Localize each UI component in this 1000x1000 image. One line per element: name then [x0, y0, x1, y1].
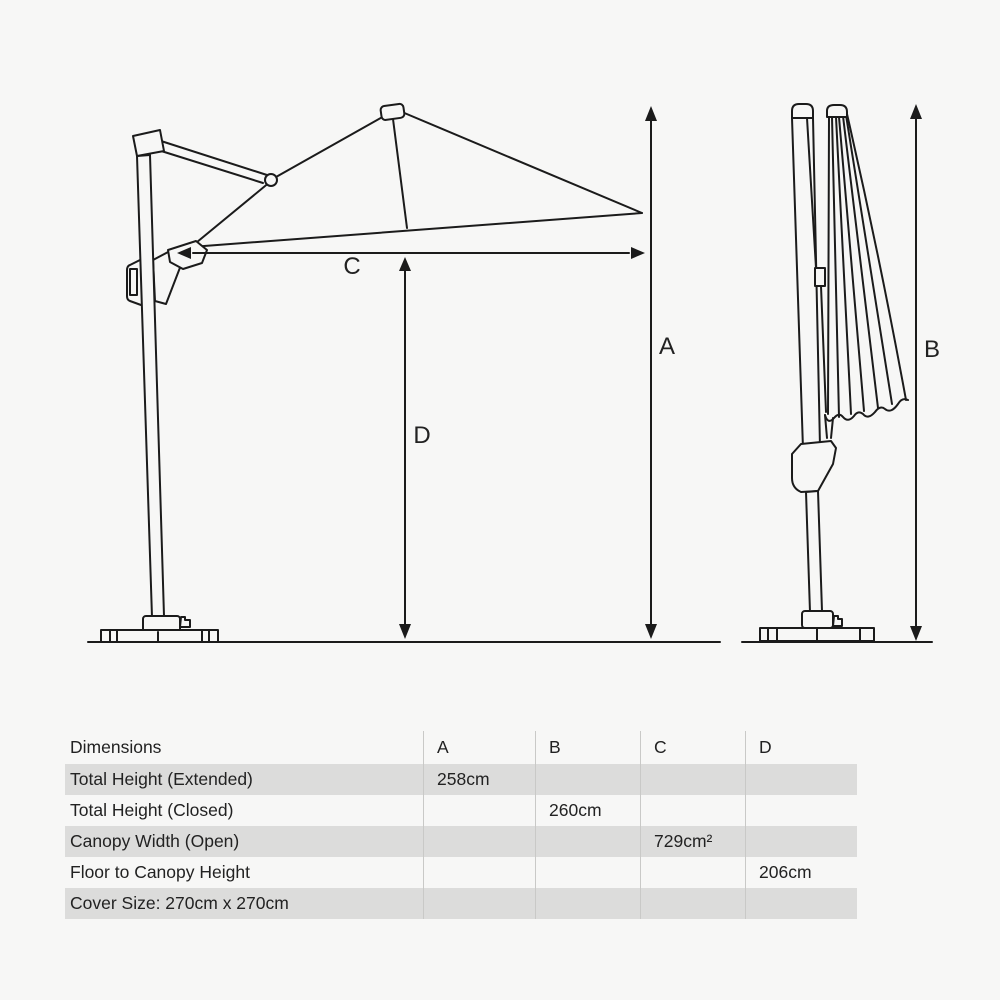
row-value-c: 729cm² [640, 826, 745, 857]
row-value-d: 206cm [745, 857, 857, 888]
table-header-dimensions: Dimensions [70, 737, 162, 757]
base-housing [802, 611, 833, 628]
table-header-col-a: A [423, 731, 535, 764]
dimension-arrow-a [645, 106, 675, 639]
crank-handle [127, 260, 141, 305]
canopy-right-fold-edge [847, 114, 906, 400]
dimensions-table [65, 731, 857, 919]
row-value-a [423, 888, 535, 919]
arrowhead-up [645, 106, 657, 121]
canopy-bottom-edge [191, 213, 642, 247]
dimension-label-d: D [413, 422, 431, 449]
table-row [65, 888, 857, 919]
row-value-c [640, 888, 745, 919]
dimension-label-b: B [923, 336, 941, 363]
open-parasol-view [101, 103, 642, 642]
arrowhead-down [910, 626, 922, 641]
canopy-folded-cap [827, 105, 847, 117]
canopy-open [191, 103, 642, 247]
row-value-b [535, 888, 640, 919]
row-value-d [745, 764, 857, 795]
table-header-row [65, 731, 857, 764]
arm-joint [265, 174, 277, 186]
junction-housing [792, 441, 836, 492]
row-value-b: 260cm [535, 795, 640, 826]
row-value-a [423, 826, 535, 857]
row-value-b [535, 764, 640, 795]
canopy-folded [825, 105, 908, 438]
row-value-d [745, 795, 857, 826]
row-value-b [535, 826, 640, 857]
row-value-d [745, 826, 857, 857]
arm-upper-line [161, 141, 267, 175]
runner-slider [815, 268, 825, 286]
cantilever-arm [158, 141, 277, 186]
row-value-a [423, 795, 535, 826]
arrowhead-up [399, 257, 411, 271]
dimension-label-c: C [343, 253, 361, 280]
table-row [65, 826, 857, 857]
base-closed-view [760, 611, 874, 641]
dimension-arrow-d [399, 257, 431, 639]
arm-lower-line [158, 150, 263, 183]
dimension-arrow-b [910, 104, 940, 641]
row-value-a [423, 857, 535, 888]
canopy-right-edge [402, 112, 642, 213]
canopy-fold-line [828, 117, 829, 414]
row-value-c [640, 857, 745, 888]
arrowhead-right [631, 247, 645, 259]
row-value-b [535, 857, 640, 888]
row-label: Total Height (Closed) [70, 800, 234, 820]
table-row [65, 764, 857, 795]
canopy-center-rib [393, 119, 407, 228]
row-value-d [745, 888, 857, 919]
canopy-upper-left-edge [191, 115, 386, 247]
mast-top-cap [133, 130, 164, 156]
canopy-wavy-hem [825, 399, 908, 421]
table-header-col-d: D [745, 731, 857, 764]
base-pedal [833, 616, 842, 626]
row-value-c [640, 795, 745, 826]
row-value-c [640, 764, 745, 795]
canopy-fold-line [846, 115, 892, 404]
row-label: Canopy Width (Open) [70, 831, 240, 851]
canopy-apex-cap [380, 103, 405, 120]
closed-parasol-view [760, 104, 908, 641]
arrowhead-down [399, 624, 411, 639]
base-pedal [180, 617, 190, 627]
table-row [65, 857, 857, 888]
row-label: Total Height (Extended) [70, 769, 253, 789]
lower-mast [806, 491, 822, 612]
dimension-arrow-c [177, 247, 645, 280]
row-value-a: 258cm [423, 764, 535, 795]
table-header-col-b: B [535, 731, 640, 764]
mast [137, 155, 164, 617]
table-row [65, 795, 857, 826]
dimension-label-a: A [658, 333, 676, 360]
row-label: Cover Size: 270cm x 270cm [70, 893, 289, 913]
arrowhead-up [910, 104, 922, 119]
arrowhead-down [645, 624, 657, 639]
base-open-view [101, 616, 218, 642]
base-plate [101, 630, 218, 642]
row-label: Floor to Canopy Height [70, 862, 250, 882]
table-header-col-c: C [640, 731, 745, 764]
closed-mast-cap [792, 104, 813, 118]
